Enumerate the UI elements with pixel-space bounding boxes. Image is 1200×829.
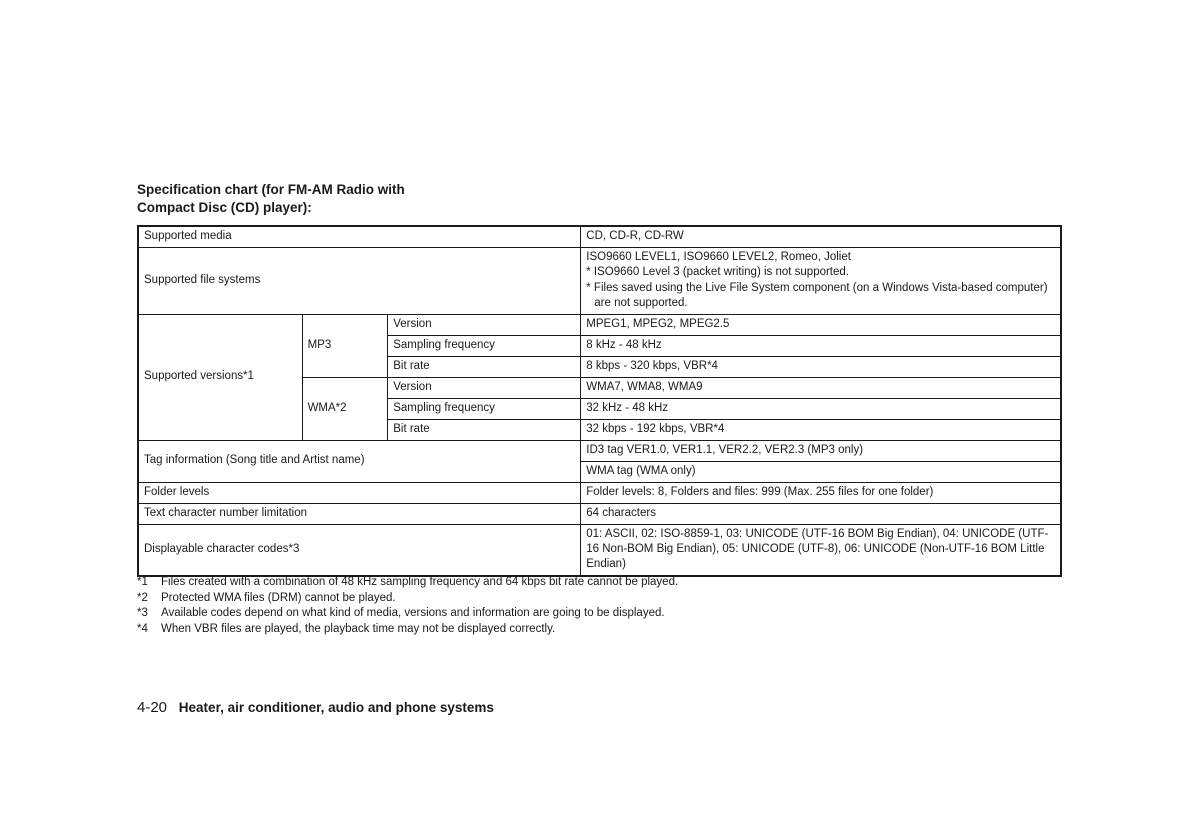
wma-version-label: Version	[388, 377, 581, 398]
specification-table	[137, 225, 1062, 577]
supported-versions-label: Supported versions*1	[138, 314, 302, 440]
table-row	[138, 314, 1061, 335]
table-row	[138, 503, 1061, 524]
wma-sampling-label: Sampling frequency	[388, 398, 581, 419]
mp3-bitrate-label: Bit rate	[388, 356, 581, 377]
mp3-sampling-label: Sampling frequency	[388, 335, 581, 356]
page-footer	[137, 699, 494, 716]
wma-sampling-value: 32 kHz - 48 kHz	[581, 398, 1061, 419]
char-codes-label: Displayable character codes*3	[138, 524, 581, 576]
section-title: Heater, air conditioner, audio and phone systems	[178, 700, 494, 715]
text-limit-label: Text character number limitation	[138, 503, 581, 524]
footnote-text: Files created with a combination of 48 kHz sampling frequency and 64 kbps bit rate cannot be played.	[161, 576, 679, 588]
table-row	[138, 248, 1061, 315]
file-systems-value	[581, 248, 1061, 315]
page-number: 4-20	[137, 699, 168, 716]
tag-info-value-1: ID3 tag VER1.0, VER1.1, VER2.2, VER2.3 (MP3 only)	[581, 440, 1061, 461]
mp3-version-label: Version	[388, 314, 581, 335]
wma-version-value: WMA7, WMA8, WMA9	[581, 377, 1061, 398]
table-row	[138, 524, 1061, 576]
wma-label: WMA*2	[302, 377, 388, 440]
footnote	[137, 575, 678, 591]
heading-line-2: Compact Disc (CD) player):	[137, 200, 312, 215]
table-row	[138, 226, 1061, 248]
folder-levels-value: Folder levels: 8, Folders and files: 999 (Max. 255 files for one folder)	[581, 482, 1061, 503]
footnote	[137, 591, 678, 607]
char-codes-value: 01: ASCII, 02: ISO-8859-1, 03: UNICODE (UTF-16 BOM Big Endian), 04: UNICODE (UTF-16 Non-BOM Big Endian), 05: UNICODE (UTF-8), 06: UNICODE (Non-UTF-16 BOM Little Endian)	[581, 524, 1061, 576]
footnote-mark: *1	[137, 576, 148, 588]
footnote	[137, 606, 678, 622]
wma-bitrate-value: 32 kbps - 192 kbps, VBR*4	[581, 419, 1061, 440]
file-systems-label: Supported file systems	[138, 248, 581, 315]
file-systems-line-2: * ISO9660 Level 3 (packet writing) is not supported.	[586, 266, 849, 279]
mp3-sampling-value: 8 kHz - 48 kHz	[581, 335, 1061, 356]
mp3-label: MP3	[302, 314, 388, 377]
text-limit-value: 64 characters	[581, 503, 1061, 524]
heading-line-1: Specification chart (for FM-AM Radio with	[137, 182, 405, 197]
mp3-version-value: MPEG1, MPEG2, MPEG2.5	[581, 314, 1061, 335]
tag-info-label: Tag information (Song title and Artist name)	[138, 440, 581, 482]
file-systems-line-1: ISO9660 LEVEL1, ISO9660 LEVEL2, Romeo, Joliet	[586, 251, 851, 263]
footnote-text: Protected WMA files (DRM) cannot be played.	[161, 591, 396, 604]
folder-levels-label: Folder levels	[138, 482, 581, 503]
footnote-text: Available codes depend on what kind of media, versions and information are going to be displayed.	[161, 607, 665, 619]
footnotes	[137, 575, 678, 637]
mp3-bitrate-value: 8 kbps - 320 kbps, VBR*4	[581, 356, 1061, 377]
spec-chart-heading	[137, 181, 405, 217]
table-row	[138, 440, 1061, 461]
footnote	[137, 622, 678, 638]
wma-bitrate-label: Bit rate	[388, 419, 581, 440]
footnote-mark: *3	[137, 607, 148, 619]
footnote-mark: *4	[137, 622, 148, 635]
tag-info-value-2: WMA tag (WMA only)	[581, 461, 1061, 482]
footnote-text: When VBR files are played, the playback time may not be displayed correctly.	[161, 622, 556, 635]
supported-media-value: CD, CD-R, CD-RW	[581, 226, 1061, 248]
supported-media-label: Supported media	[138, 226, 581, 248]
footnote-mark: *2	[137, 591, 148, 604]
file-systems-line-3: * Files saved using the Live File System component (on a Windows Vista-based computer) are not supported.	[586, 281, 1048, 310]
table-row	[138, 482, 1061, 503]
